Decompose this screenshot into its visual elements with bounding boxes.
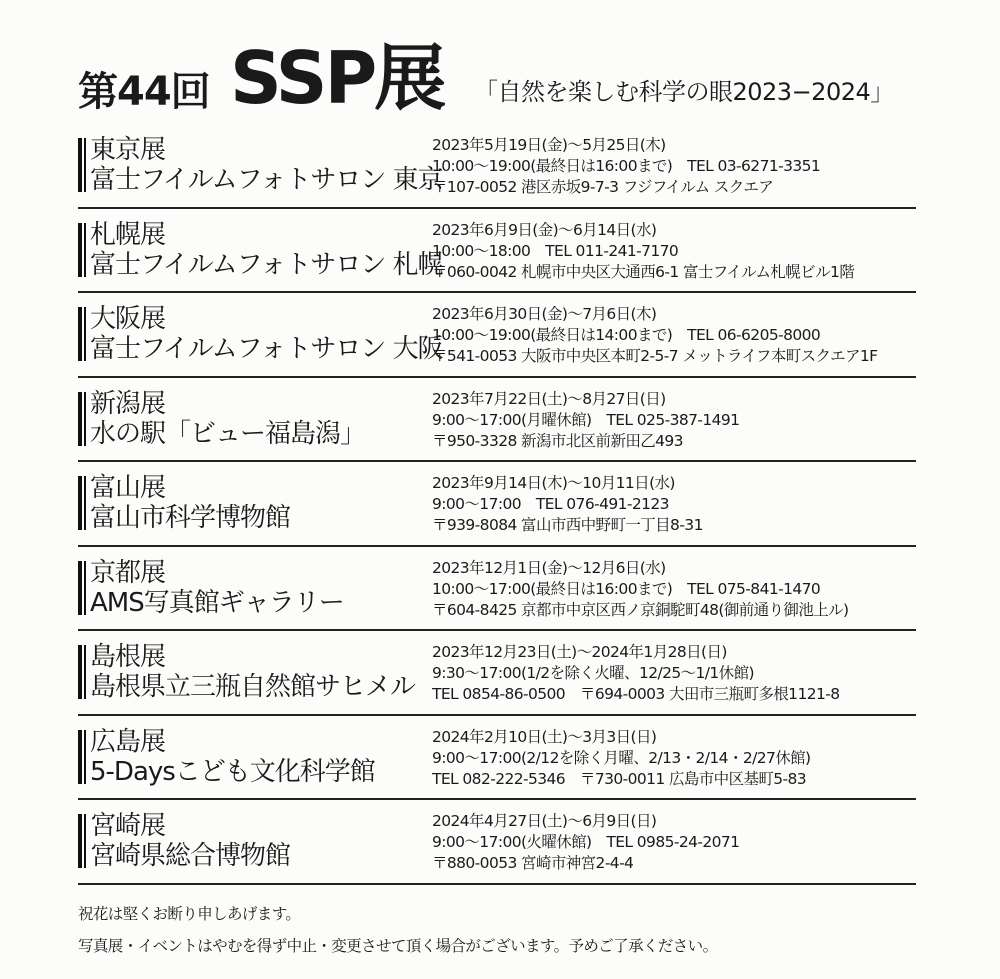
venue-dates: 2024年4月27日(土)〜6月9日(日) [432, 812, 657, 830]
venue-name: 富山市科学博物館 [90, 503, 291, 533]
venue-name: 5-Daysこども文化科学館 [90, 756, 375, 787]
row-marker [78, 561, 82, 615]
city-label: 大阪展 [90, 304, 166, 334]
venue-row-hiroshima [78, 716, 916, 801]
venue-dates: 2023年5月19日(金)〜5月25日(木) [432, 136, 666, 154]
exhibition-title: SSP展 [230, 36, 444, 120]
venue-row-tokyo [78, 124, 916, 209]
row-marker [78, 138, 82, 192]
venue-address: 〒060-0042 札幌市中央区大通西6-1 富士フイルム札幌ビル1階 [432, 262, 855, 281]
footer-notes [78, 898, 717, 962]
venue-hours: 10:00〜19:00(最終日は16:00まで) TEL 03-6271-3351 [432, 157, 821, 175]
venue-name: 島根県立三瓶自然館サヒメル [90, 672, 416, 702]
venue-schedule [78, 124, 916, 885]
venue-address: TEL 0854-86-0500 〒694-0003 大田市三瓶町多根1121-8 [432, 685, 840, 703]
venue-address: 〒541-0053 大阪市中央区本町2-5-7 メットライフ本町スクエア1F [432, 347, 878, 365]
footer-note-flowers: 祝花は堅くお断り申しあげます。 [78, 905, 301, 923]
venue-hours: 9:00〜17:00(火曜休館) TEL 0985-24-2071 [432, 833, 740, 851]
venue-dates: 2023年12月1日(金)〜12月6日(水) [432, 558, 666, 577]
venue-row-osaka [78, 293, 916, 378]
venue-hours: 10:00〜17:00(最終日は16:00まで) TEL 075-841-1470 [432, 579, 821, 598]
row-marker [78, 814, 82, 868]
venue-row-toyama [78, 462, 916, 547]
venue-address: 〒604-8425 京都市中京区西ノ京銅駝町48(御前通り御池上ル) [432, 600, 849, 619]
city-label: 京都展 [90, 557, 166, 588]
city-label: 新潟展 [90, 388, 166, 419]
row-marker [78, 223, 82, 277]
venue-row-niigata [78, 378, 916, 463]
venue-name: 富士フイルムフォトサロン 大阪 [90, 334, 443, 364]
venue-row-kyoto [78, 547, 916, 632]
venue-name: 富士フイルムフォトサロン 札幌 [90, 249, 443, 280]
footer-note-cancellation: 写真展・イベントはやむを得ず中止・変更させて頂く場合がございます。予めご了承ください。 [78, 937, 718, 955]
venue-hours: 9:00〜17:00 TEL 076-491-2123 [432, 495, 669, 513]
venue-row-miyazaki [78, 800, 916, 885]
venue-hours: 9:00〜17:00(月曜休館) TEL 025-387-1491 [432, 410, 740, 429]
row-marker [78, 730, 82, 784]
venue-address: 〒950-3328 新潟市北区前新田乙493 [432, 431, 683, 450]
city-label: 札幌展 [90, 219, 166, 250]
row-marker [78, 307, 82, 361]
venue-hours: 9:30〜17:00(1/2を除く火曜、12/25〜1/1休館) [432, 664, 754, 682]
venue-row-sapporo [78, 209, 916, 294]
venue-dates: 2024年2月10日(土)〜3月3日(日) [432, 727, 657, 746]
venue-name: 水の駅「ビュー福島潟」 [90, 418, 366, 449]
header [78, 36, 978, 120]
venue-dates: 2023年12月23日(土)〜2024年1月28日(日) [432, 643, 727, 661]
venue-dates: 2023年6月30日(金)〜7月6日(木) [432, 305, 657, 323]
venue-address: TEL 082-222-5346 〒730-0011 広島市中区基町5-83 [432, 769, 807, 788]
venue-name: AMS写真館ギャラリー [90, 587, 344, 618]
venue-address: 〒939-8084 富山市西中野町一丁目8-31 [432, 516, 703, 534]
venue-dates: 2023年9月14日(木)〜10月11日(水) [432, 474, 675, 492]
city-label: 島根展 [90, 642, 166, 672]
venue-address: 〒880-0053 宮崎市神宮2-4-4 [432, 854, 634, 872]
venue-name: 富士フイルムフォトサロン 東京 [90, 165, 443, 195]
venue-hours: 10:00〜19:00(最終日は14:00まで) TEL 06-6205-8000 [432, 326, 821, 344]
row-marker [78, 645, 82, 699]
city-label: 広島展 [90, 726, 166, 757]
venue-dates: 2023年6月9日(金)〜6月14日(水) [432, 220, 657, 239]
venue-row-shimane [78, 631, 916, 716]
venue-dates: 2023年7月22日(土)〜8月27日(日) [432, 389, 666, 408]
city-label: 富山展 [90, 473, 166, 503]
venue-name: 宮崎県総合博物館 [90, 841, 291, 871]
city-label: 東京展 [90, 135, 166, 165]
row-marker [78, 476, 82, 530]
venue-address: 〒107-0052 港区赤坂9-7-3 フジフイルム スクエア [432, 178, 774, 196]
edition-label: 第44回 [78, 69, 210, 115]
exhibition-subtitle: 「自然を楽しむ科学の眼2023−2024」 [474, 78, 894, 106]
city-label: 宮崎展 [90, 811, 166, 841]
row-marker [78, 392, 82, 446]
venue-hours: 10:00〜18:00 TEL 011-241-7170 [432, 241, 679, 260]
venue-hours: 9:00〜17:00(2/12を除く月曜、2/13・2/14・2/27休館) [432, 748, 811, 767]
